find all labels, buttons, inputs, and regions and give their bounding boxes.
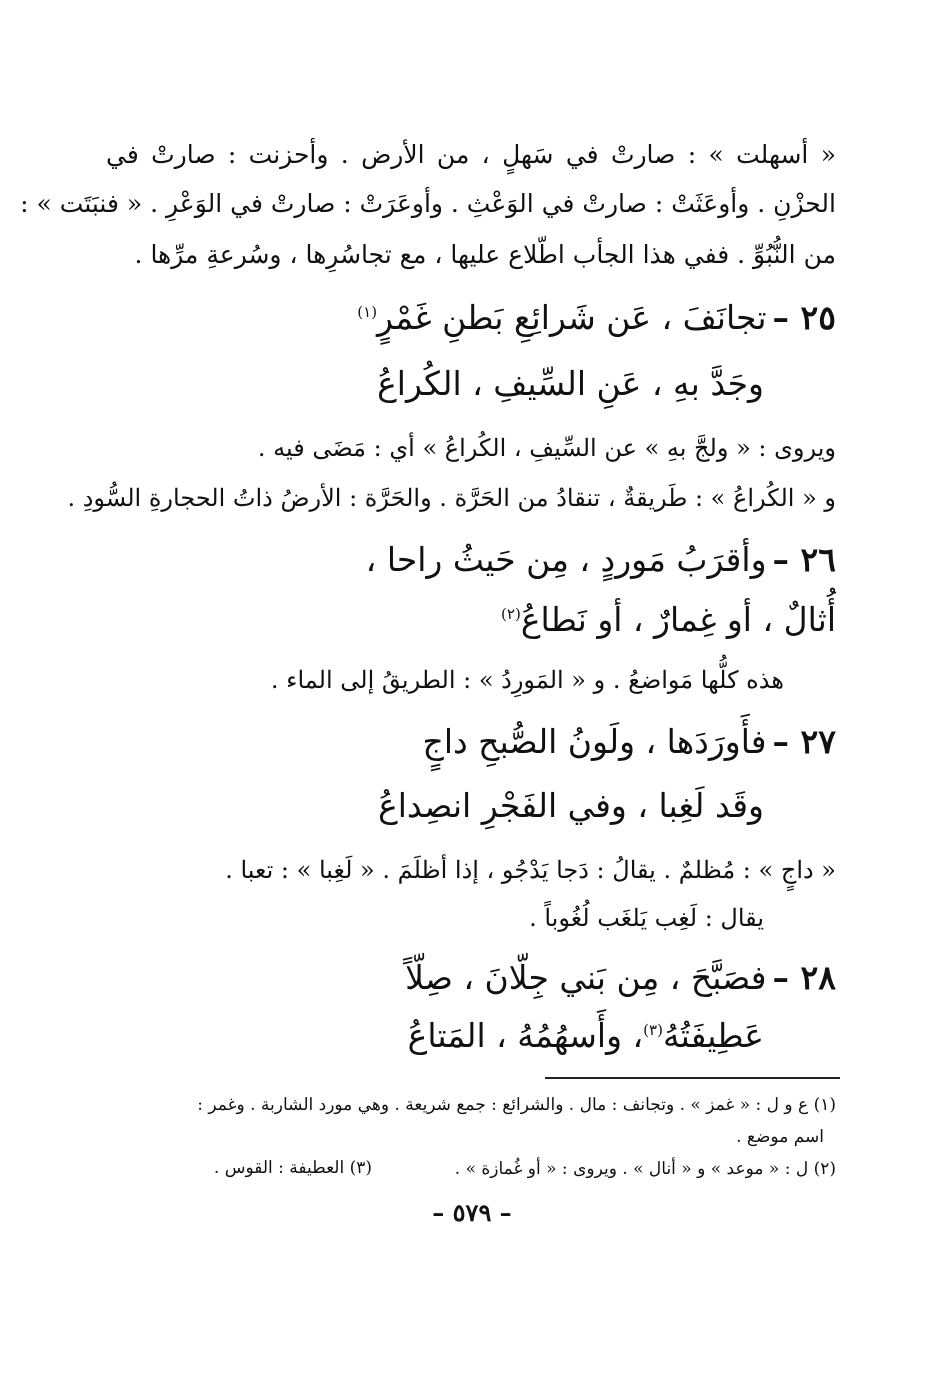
verse-number: ٢٨ – [772,958,836,997]
footnote-marker: (١) [357,303,378,321]
prose-line-3: من النُّبُوِّ . ففي هذا الجأب اطّلاع عليها ، مع تجاسُرِها ، وسُرعةِ مرِّها . [134,240,836,269]
gloss-26-line-1: هذه كلُّها مَواضعُ . و « المَورِدُ » : الطريقُ إلى الماء . [270,666,784,694]
verse-26-first-hemistich [106,540,836,580]
page-number: – ٥٧٩ – [432,1198,512,1227]
footnote-2: (٢) ل : « موعد » و « أنال » . ويروى : « أو غُمازة » . [454,1159,836,1179]
verse-25-first-hemistich [106,298,836,338]
verse-27-second-hemistich: وقَد لَغِبا ، وفي الفَجْرِ انصِداعُ [378,786,764,825]
footnote-separator [545,1077,840,1079]
gloss-25-line-1: ويروى : « ولجَّ بهِ » عن السِّيفِ ، الكُراعُ » أي : مَضَى فيه . [257,434,836,462]
verse-text: وأقرَبُ مَوردٍ ، مِن حَيثُ راحا ، [365,540,767,579]
verse-text: ، وأَسهُمُهُ ، المَتاعُ [407,1016,644,1055]
verse-25-second-hemistich: وجَدَّ بهِ ، عَنِ السِّيفِ ، الكُراعُ [377,364,764,403]
verse-text: أُثالٌ ، أو غِمارٌ ، أو نَطاعُ [520,600,836,639]
verse-number: ٢٧ – [772,722,836,761]
prose-line-2: الحزْنِ . وأوعَثَتْ : صارتْ في الوَعْثِ . وأوعَرَتْ : صارتْ في الوَعْرِ . « فنبَتَت » : [20,189,836,218]
verse-text: فأَورَدَها ، ولَونُ الصُّبحِ داجٍ [422,722,767,761]
prose-line-1: « أسهلت » : صارتْ في سَهلٍ ، من الأرض . وأحزنت : صارتْ في [106,140,836,169]
verse-text: تجانَفَ ، عَن شَرائِعِ بَطنِ غَمْرٍ [377,298,767,337]
verse-text: فصَبَّحَ ، مِن بَني جِلّانَ ، صِلّاً [405,958,767,997]
verse-28-second-hemistich [114,1016,764,1056]
gloss-27-line-2: يقال : لَغِب يَلغَب لُغُوباً . [529,904,764,932]
verse-27-first-hemistich [106,722,836,762]
verse-26-second-hemistich [196,600,836,640]
footnote-marker: (٣) [643,1021,663,1039]
verse-text: عَطِيفَتُهُ [662,1016,764,1055]
verse-28-first-hemistich [106,958,836,998]
gloss-27-line-1: « داجٍ » : مُظلمٌ . يقالُ : دَجا يَدْجُو ، إذا أظلَمَ . « لَغِبا » : تعبا . [225,856,836,884]
footnote-marker: (٢) [501,605,521,623]
verse-number: ٢٥ – [772,298,836,337]
verse-number: ٢٦ – [772,540,836,579]
footnote-3: (٣) العطيفة : القوس . [213,1158,372,1178]
gloss-25-line-2: و « الكُراعُ » : طَريقةٌ ، تنقادُ من الحَرَّة . والحَرَّة : الأرضُ ذاتُ الحجارةِ السُّودِ . [67,484,836,512]
footnote-1-line-1: (١) ع و ل : « غمز » . وتجانف : مال . والشرائع : جمع شريعة . وهي مورد الشاربة . وغمر : [197,1095,836,1115]
footnote-1-line-2: اسم موضع . [736,1127,824,1147]
